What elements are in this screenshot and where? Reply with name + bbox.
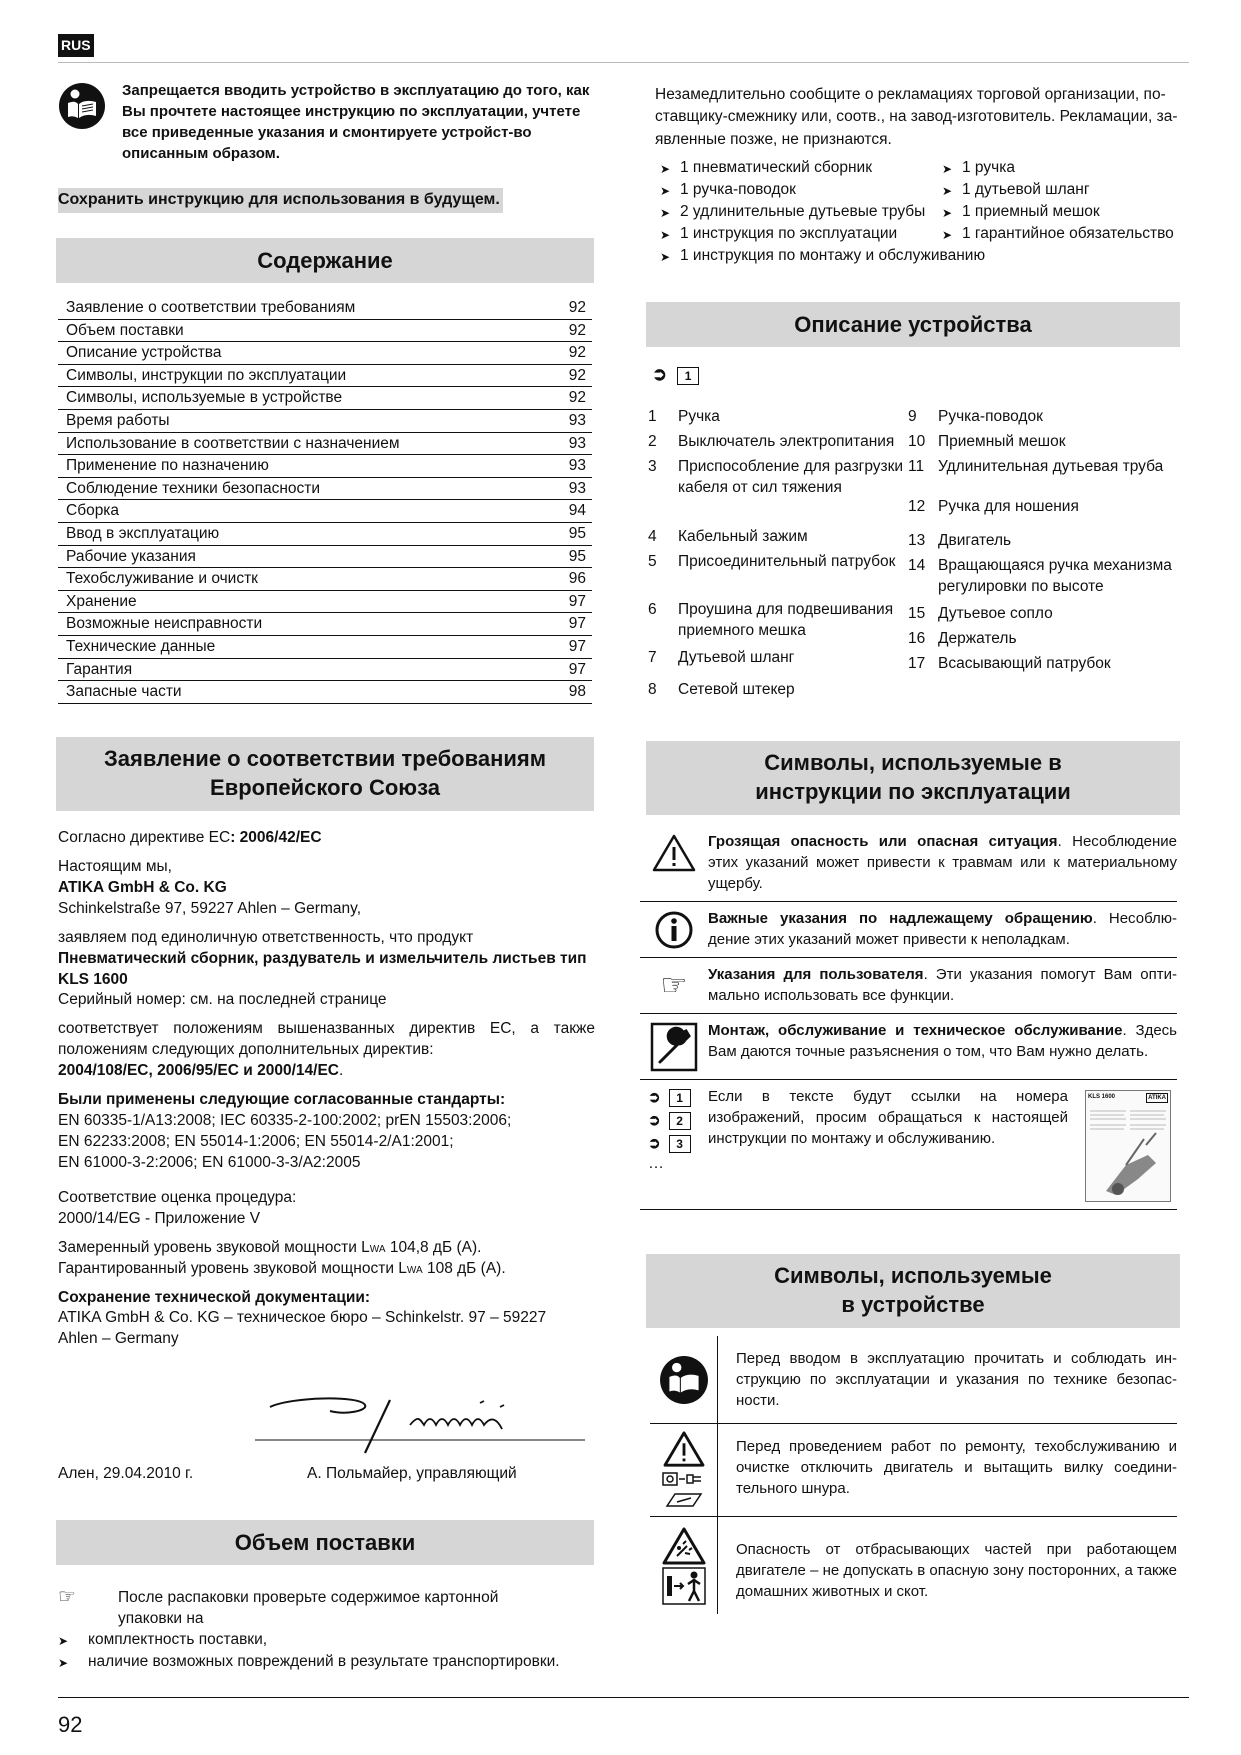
device-symbol-text: Перед вводом в эксплуатацию прочитать и соблюдать ин-струкцию по эксплуатации и указания по технике безопас-ности.: [736, 1350, 1177, 1409]
scope-item-text: 1 инструкция по эксплуатации: [680, 225, 898, 242]
toc-label: Описание устройства: [66, 344, 222, 362]
scope-items: [660, 158, 1195, 268]
we-line: Настоящим мы,: [58, 857, 172, 875]
bullet-arrow-icon: ➤: [942, 162, 953, 176]
device-symbol-icon-cell: [650, 1336, 718, 1423]
declaration-heading: [56, 737, 594, 811]
wrench-icon: [650, 1022, 698, 1072]
symbol-desc: . Несоблюдение этих указаний может привести к травмам или к материальному ущербу.: [708, 833, 1177, 892]
toc-page: 98: [568, 683, 586, 701]
part-name: Ручка-поводок: [938, 408, 1043, 425]
part-item: [908, 457, 1193, 485]
part-name: Присоединительный патрубок: [678, 552, 896, 570]
device-symbols-heading-line2: в устройстве: [841, 1291, 985, 1317]
toc-label: Соблюдение техники безопасности: [66, 479, 321, 497]
symbol-bold: Грозящая опасность или опасная ситуация: [708, 833, 1058, 850]
figure-ref-text: Если в тексте будут ссылки на номера изображений, просим обращаться к настоящей инструкции по монтажу и обслуживанию.: [708, 1088, 1068, 1147]
description-heading: Описание устройства: [646, 302, 1180, 347]
symbol-row-user-hint: [640, 958, 1177, 1014]
flying-debris-icon: [661, 1526, 707, 1566]
part-name: Ручка: [678, 408, 720, 425]
guaranteed-sound-level: [58, 1259, 595, 1280]
bullet-arrow-icon: ➤: [660, 184, 671, 198]
scope-heading: Объем поставки: [56, 1520, 594, 1565]
part-name: Сетевой штекер: [678, 680, 795, 698]
part-name: Вращающаяся ручка механизма регулировки по высоте: [938, 556, 1172, 595]
part-number: 15: [908, 604, 926, 622]
scope-items-left: [660, 158, 986, 268]
complaints-text: Незамедлительно сообщите о рекламациях торговой организации, по-ставщику-смежнику или, соотв., на завод-изготовитель. Рекламации, за-явленные позже, не признаются.: [655, 86, 1178, 148]
bullet-arrow-icon: ➤: [660, 162, 671, 176]
symbol-desc: . Здесь Вам даются точные разъяснения о том, что Вам нужно делать.: [708, 1022, 1177, 1060]
toc-page: 94: [568, 502, 586, 520]
toc-heading: Содержание: [56, 238, 594, 283]
toc-label: Заявление о соответствии требованиям: [66, 299, 356, 316]
device-symbol-icon-cell: [650, 1517, 718, 1614]
part-name: Дутьевое сопло: [938, 604, 1053, 622]
toc-page: 92: [568, 366, 586, 384]
scope-item: [942, 224, 1174, 246]
part-item: [648, 680, 908, 701]
toc-page: 93: [568, 434, 586, 452]
device-symbol-row: [650, 1424, 1177, 1517]
scope-item-text: 1 инструкция по монтажу и обслуживанию: [680, 247, 986, 264]
figure-reference: [652, 362, 699, 387]
symbol-bold: Указания для пользователя: [708, 966, 924, 983]
part-name: Всасывающий патрубок: [938, 654, 1111, 672]
figure-ref: [648, 1088, 708, 1111]
check-note-line2: упаковки на: [118, 1609, 204, 1627]
part-item: [648, 407, 908, 428]
device-symbols-table: [650, 1336, 1177, 1614]
extra-dot: .: [338, 1062, 344, 1080]
standards-title: [58, 1090, 595, 1111]
thumbnail-model: KLS 1600: [1088, 1094, 1116, 1100]
part-item: [908, 432, 1193, 453]
warning-triangle-icon: [661, 1430, 707, 1468]
extra-directives-bold: 2004/108/EC, 2006/95/EC и 2000/14/EC: [58, 1062, 339, 1080]
toc-page: 97: [568, 592, 586, 610]
part-item: [648, 527, 908, 548]
part-number: 11: [908, 457, 925, 475]
keep-distance-icon: [661, 1566, 707, 1606]
table-of-contents: [58, 297, 592, 704]
directive-line: [58, 828, 595, 849]
toc-row: [58, 500, 592, 523]
toc-label: Гарантия: [66, 660, 133, 678]
product-name: [58, 949, 595, 991]
docs-title: [58, 1288, 595, 1309]
intro-warning: [58, 80, 595, 164]
part-name: Кабельный зажим: [678, 527, 808, 545]
symbol-bold: Важные указания по надлежащему обращению: [708, 910, 1093, 927]
scope-item-text: 1 ручка-поводок: [680, 181, 796, 198]
part-item: [648, 600, 908, 644]
declaration-heading-line1: Заявление о соответствии требованиям: [104, 746, 546, 771]
part-number: 8: [648, 680, 657, 698]
bullet-arrow-icon: ➤: [942, 184, 953, 198]
toc-page: 95: [568, 524, 586, 542]
maintenance-manual-icon: [661, 1490, 707, 1510]
part-name: Ручка для ношения: [938, 498, 1079, 516]
toc-page: 92: [568, 344, 586, 362]
toc-label: Ввод в эксплуатацию: [66, 524, 220, 542]
toc-row: [58, 681, 592, 704]
check-note-line1: После распаковки проверьте содержимое картонной: [118, 1589, 499, 1606]
part-number: 10: [908, 432, 926, 450]
check-item-text: комплектность поставки,: [88, 1630, 268, 1648]
toc-row: [58, 546, 592, 569]
toc-label: Возможные неисправности: [66, 615, 263, 633]
toc-label: Использование в соответствии с назначением: [66, 434, 400, 452]
arrow-reference-icon: ➲: [652, 364, 668, 384]
unplug-icon: [661, 1468, 707, 1490]
docs-line-1: ATIKA GmbH & Co. KG – техническое бюро – Schinkelstr. 97 – 59227: [58, 1309, 547, 1327]
part-item: [908, 531, 1193, 552]
toc-label: Применение по назначению: [66, 457, 269, 475]
toc-label: Символы, инструкции по эксплуатации: [66, 366, 347, 384]
part-item: [908, 489, 1193, 527]
conformity-line: соответствует положениям вышеназванных директив ЕС, а также положениям следующих дополнительных директив:: [58, 1020, 595, 1059]
toc-label: Сборка: [66, 502, 120, 520]
symbol-text: [708, 831, 1177, 894]
directive-code: : 2006/42/EC: [230, 829, 322, 846]
part-item: [648, 457, 908, 523]
part-name: Проушина для подвешивания приемного мешка: [678, 600, 894, 639]
read-manual-icon: [659, 1355, 709, 1405]
part-item: [908, 629, 1193, 650]
company-name: [58, 878, 595, 899]
procedure-value: 2000/14/EG - Приложение V: [58, 1209, 261, 1227]
scope-item: [660, 202, 942, 224]
part-name: Двигатель: [938, 531, 1012, 549]
docs-line-2: Ahlen – Germany: [58, 1330, 179, 1348]
toc-label: Символы, используемые в устройстве: [66, 389, 343, 407]
toc-row: [58, 297, 592, 320]
part-name: Приспособление для разгрузки кабеля от сил тяжения: [678, 457, 904, 496]
symbol-icon-cell: [640, 1020, 708, 1072]
scope-item: [660, 180, 942, 202]
toc-page: 92: [568, 389, 586, 407]
pointing-hand-icon: ☞: [660, 969, 688, 1002]
manual-thumbnail: [1085, 1090, 1171, 1202]
part-item: [908, 556, 1193, 600]
check-note: [58, 1588, 595, 1630]
toc-page: 93: [568, 479, 586, 497]
toc-row: [58, 478, 592, 501]
declaration-body: [58, 828, 595, 1350]
scope-item: [942, 202, 1174, 224]
toc-row: [58, 433, 592, 456]
info-icon: [654, 910, 694, 950]
figure-ref: [648, 1134, 708, 1157]
toc-page: 97: [568, 660, 586, 678]
device-symbols-heading-line1: Символы, используемые: [774, 1263, 1052, 1288]
bullet-arrow-icon: ➤: [58, 1633, 69, 1648]
warning-triangle-icon: [651, 833, 697, 873]
company-bold: ATIKA GmbH & Co. KG: [58, 878, 227, 896]
manual-symbols-table: [640, 825, 1177, 1210]
save-instructions-note: Сохранить инструкцию для использования в будущем.: [58, 188, 503, 213]
arrow-reference-icon: ➲: [648, 1135, 661, 1152]
arrow-reference-icon: ➲: [648, 1112, 661, 1129]
figure-number-box: 1: [669, 1089, 691, 1107]
scope-item-text: 2 удлинительные дутьевые трубы: [680, 203, 926, 220]
part-name: Удлинительная дутьевая труба: [938, 457, 1164, 475]
toc-label: Техобслуживание и очистк: [66, 570, 258, 588]
symbol-text: [708, 908, 1177, 950]
scope-item: [942, 180, 1174, 202]
bullet-arrow-icon: ➤: [58, 1655, 69, 1670]
part-name: Приемный мешок: [938, 432, 1066, 450]
part-item: [908, 407, 1193, 428]
guaranteed-sub: WA: [406, 1264, 423, 1276]
symbol-row-danger: [640, 825, 1177, 902]
part-number: 6: [648, 600, 657, 618]
standards-title-bold: Были применены следующие согласованные стандарты:: [58, 1091, 506, 1109]
symbol-bold: Монтаж, обслуживание и техническое обслуживание: [708, 1022, 1123, 1039]
figure-number-box: 1: [677, 367, 699, 385]
toc-row: [58, 636, 592, 659]
part-item: [648, 432, 908, 453]
company-address: Schinkelstraße 97, 59227 Ahlen – Germany,: [58, 899, 361, 917]
scope-check: [58, 1588, 595, 1674]
toc-page: 95: [568, 547, 586, 565]
toc-label: Запасные части: [66, 683, 182, 701]
device-symbol-icon-cell: [650, 1424, 718, 1516]
symbol-desc: . Несоблю-дение этих указаний может привести к неполадкам.: [708, 910, 1177, 948]
parts-list: [648, 407, 1193, 705]
toc-row: [58, 410, 592, 433]
symbol-row-important: [640, 902, 1177, 958]
measured-sub: WA: [369, 1243, 386, 1255]
part-number: 1: [648, 408, 657, 425]
thumbnail-header: [1086, 1091, 1170, 1105]
symbol-desc: . Эти указания помогут Вам опти-мально использовать все функции.: [708, 966, 1178, 1004]
symbol-icon-cell: [640, 964, 708, 1006]
check-item: [58, 1630, 595, 1652]
read-manual-icon: [58, 82, 106, 130]
device-symbol-text: Опасность от отбрасывающих частей при работающем двигателе – не допускать в опасную зону посторонних, а также домашних животных и скот.: [736, 1541, 1177, 1600]
toc-label: Хранение: [66, 592, 137, 610]
toc-page: 93: [568, 411, 586, 429]
measured-prefix: Замеренный уровень звуковой мощности L: [58, 1238, 370, 1256]
bullet-arrow-icon: ➤: [942, 228, 953, 242]
part-number: 9: [908, 408, 917, 425]
symbol-text: [708, 1020, 1177, 1072]
figure-number-box: 2: [669, 1112, 691, 1130]
standard-line-1: EN 60335-1/A13:2008; IEC 60335-2-100:2002; prEN 15503:2006;: [58, 1112, 512, 1130]
measured-value: 104,8 дБ (А).: [385, 1238, 482, 1256]
directive-prefix: Согласно директиве ЕС: [58, 829, 231, 846]
check-item-text: наличие возможных повреждений в результате транспортировки.: [88, 1652, 560, 1670]
product-bold: Пневматический сборник, раздуватель и измельчитель листьев тип KLS 1600: [58, 949, 587, 988]
device-symbol-row: [650, 1336, 1177, 1424]
figure-ref: [648, 1111, 708, 1134]
declare-line: заявляем под единоличную ответственность, что продукт: [58, 928, 474, 946]
manual-symbols-heading-line2: инструкции по эксплуатации: [755, 778, 1071, 804]
toc-row: [58, 568, 592, 591]
toc-page: 93: [568, 457, 586, 475]
toc-row: [58, 342, 592, 365]
top-divider: [58, 62, 1189, 63]
part-number: 4: [648, 527, 657, 545]
bullet-arrow-icon: ➤: [660, 206, 671, 220]
toc-row: [58, 387, 592, 410]
pointing-hand-icon: ☞: [58, 1586, 76, 1608]
toc-row: [58, 591, 592, 614]
serial-line: Серийный номер: см. на последней странице: [58, 991, 387, 1009]
declaration-heading-line2: Европейского Союза: [210, 774, 440, 800]
toc-label: Время работы: [66, 411, 170, 429]
docs-title-bold: Сохранение технической документации:: [58, 1288, 371, 1306]
part-number: 16: [908, 629, 926, 647]
part-number: 5: [648, 552, 657, 570]
scope-item: [942, 158, 1174, 180]
standard-line-3: EN 61000-3-2:2006; EN 61000-3-3/A2:2005: [58, 1153, 361, 1171]
device-symbols-heading: [646, 1254, 1180, 1328]
symbol-text: [708, 964, 1177, 1006]
language-badge: RUS: [58, 34, 94, 57]
toc-page: 96: [568, 570, 586, 588]
parts-list-left: [648, 407, 908, 705]
procedure-label: Соответствие оценка процедура:: [58, 1188, 297, 1206]
part-number: 17: [908, 654, 926, 672]
check-item: [58, 1652, 595, 1674]
scope-item-text: 1 ручка: [962, 159, 1015, 176]
scope-item: [660, 158, 942, 180]
signatory-name: А. Польмайер, управляющий: [307, 1465, 517, 1482]
toc-page: 92: [568, 299, 586, 316]
scope-item-text: 1 приемный мешок: [962, 203, 1100, 220]
scope-items-right: [942, 158, 1174, 268]
toc-row: [58, 613, 592, 636]
manual-symbols-heading-line1: Символы, используемые в: [764, 750, 1062, 775]
part-number: 2: [648, 432, 657, 450]
part-item: [908, 654, 1193, 675]
thumbnail-brand: ATIKA: [1146, 1093, 1168, 1103]
thumbnail-drawing: [1086, 1105, 1170, 1203]
scope-item-text: 1 пневматический сборник: [680, 159, 872, 176]
scope-item: [660, 224, 942, 246]
check-note-text: [118, 1588, 498, 1630]
symbol-icon-cell: [640, 908, 708, 950]
part-name: Дутьевой шланг: [678, 648, 795, 666]
measured-sound-level: [58, 1238, 595, 1259]
part-number: 14: [908, 556, 926, 574]
part-item: [648, 648, 908, 676]
extra-directives: [58, 1061, 595, 1082]
manual-symbols-heading: [646, 741, 1180, 815]
part-item: [908, 604, 1193, 625]
figure-ref-list: [640, 1086, 708, 1202]
part-number: 7: [648, 648, 657, 666]
bullet-arrow-icon: ➤: [942, 206, 953, 220]
part-number: 3: [648, 457, 657, 475]
part-item: [648, 552, 908, 596]
toc-page: 92: [568, 321, 586, 339]
toc-page: 97: [568, 615, 586, 633]
toc-row: [58, 455, 592, 478]
parts-list-right: [908, 407, 1193, 705]
toc-row: [58, 659, 592, 682]
place-date: Ален, 29.04.2010 г.: [58, 1465, 194, 1482]
bullet-arrow-icon: ➤: [660, 250, 671, 264]
standard-line-2: EN 62233:2008; EN 55014-1:2006; EN 55014-2/A1:2001;: [58, 1132, 454, 1150]
arrow-reference-icon: ➲: [648, 1089, 661, 1106]
page-number: 92: [58, 1712, 83, 1737]
toc-row: [58, 320, 592, 343]
part-number: 12: [908, 498, 926, 516]
part-name: Держатель: [938, 629, 1017, 647]
signature: [250, 1385, 590, 1460]
part-name: Выключатель электропитания: [678, 432, 895, 450]
device-symbol-text: Перед проведением работ по ремонту, техобслуживанию и очистке отключить двигатель и вытащить вилку соедини-тельного шнура.: [736, 1438, 1177, 1497]
scope-item-text: 1 дутьевой шланг: [962, 181, 1090, 198]
guaranteed-value: 108 дБ (А).: [422, 1259, 506, 1277]
part-number: 13: [908, 531, 926, 549]
ellipsis: …: [648, 1155, 664, 1172]
toc-page: 97: [568, 637, 586, 655]
figure-number-box: 3: [669, 1135, 691, 1153]
symbol-icon-cell: [640, 831, 708, 894]
toc-label: Рабочие указания: [66, 547, 196, 565]
intro-warning-text: Запрещается вводить устройство в эксплуатацию до того, как Вы прочтете настоящее инструкцию по эксплуатации, учтете все приведенные указания и смонтируете устройст-во описанным образом.: [122, 82, 590, 162]
toc-row: [58, 523, 592, 546]
scope-item-text: 1 гарантийное обязательство: [962, 225, 1174, 242]
toc-label: Объем поставки: [66, 321, 184, 339]
symbol-row-figure-refs: [640, 1080, 1177, 1210]
bullet-arrow-icon: ➤: [660, 228, 671, 242]
toc-label: Технические данные: [66, 637, 216, 655]
symbol-row-assembly: [640, 1014, 1177, 1080]
guaranteed-prefix: Гарантированный уровень звуковой мощности L: [58, 1259, 407, 1277]
toc-row: [58, 365, 592, 388]
device-symbol-row: [650, 1517, 1177, 1614]
bottom-divider: [58, 1697, 1189, 1698]
